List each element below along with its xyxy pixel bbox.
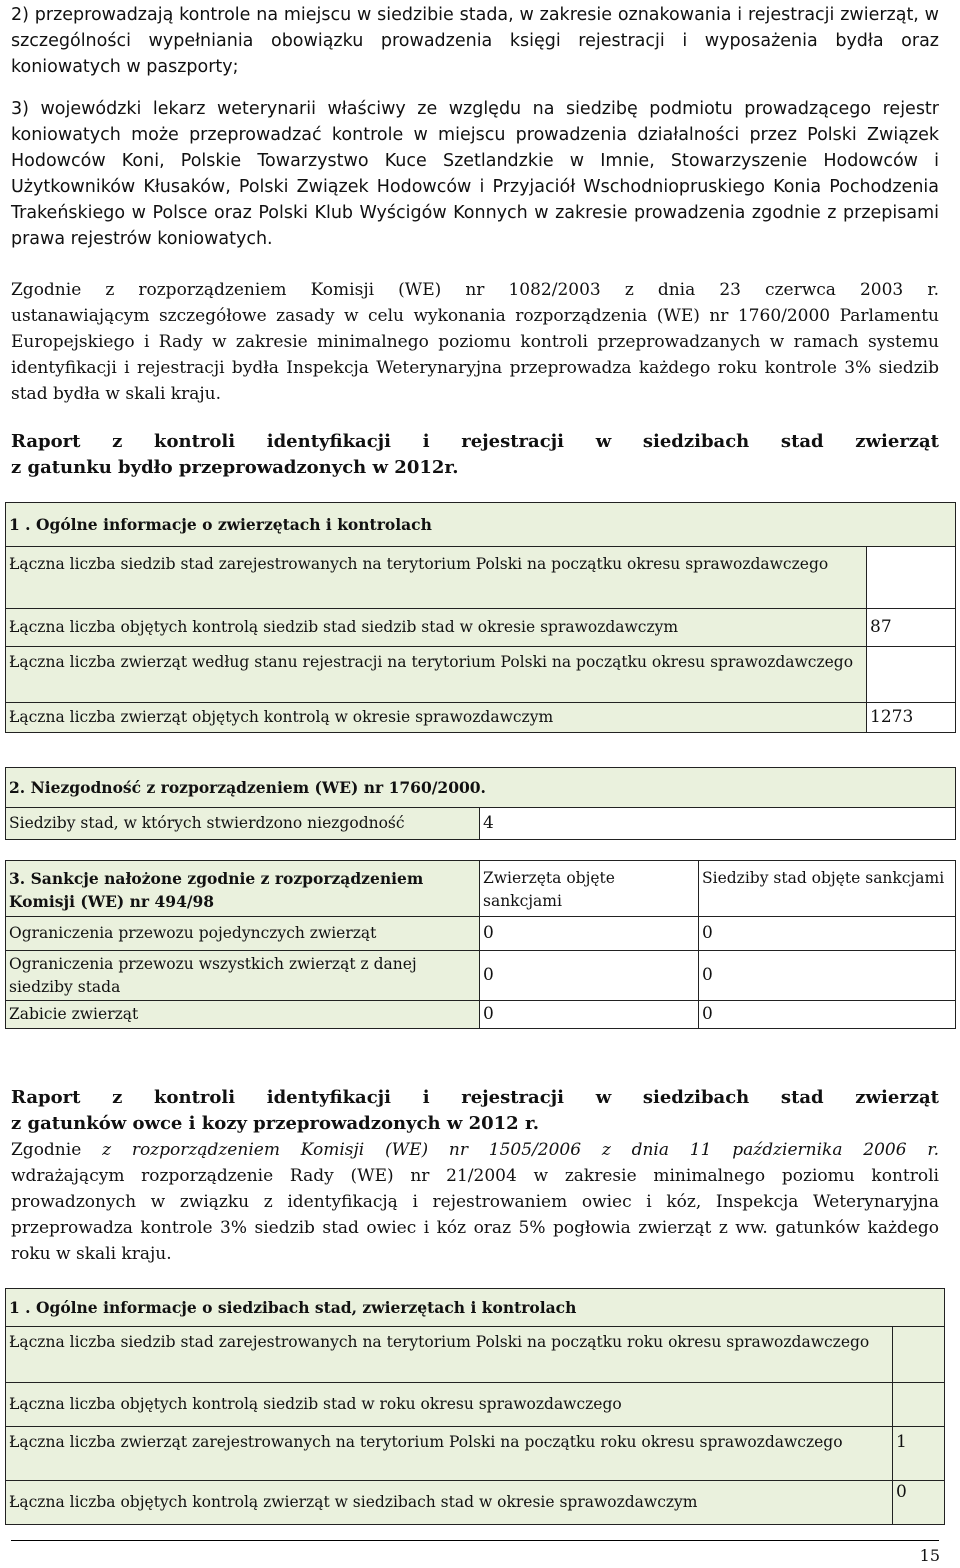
report-1-title-line-1: Raport z kontroli identyfikacji i rejestracji w siedzibach stad zwierząt — [11, 431, 939, 452]
regulation-1-line-1: Zgodnie z rozporządzeniem Komisji (WE) nr 1082/2003 z dnia 23 czerwca 2003 r. — [11, 280, 939, 300]
sanction-animals-value: 0 — [480, 1001, 699, 1029]
report-1-section-3-header: 3. Sankcje nałożone zgodnie z rozporządzeniem Komisji (WE) nr 494/98 — [6, 861, 480, 917]
report-1-section-1-header: 1 . Ogólne informacje o zwierzętach i kontrolach — [6, 503, 956, 547]
sanction-label: Ograniczenia przewozu wszystkich zwierząt z danej siedziby stada — [6, 951, 480, 1001]
sanction-animals-value: 0 — [480, 917, 699, 951]
table-row-label: Łączna liczba objętych kontrolą siedzib stad siedzib stad w okresie sprawozdawczym — [6, 609, 867, 647]
noncompliance-value: 4 — [480, 808, 956, 840]
sanction-animals-value: 0 — [480, 951, 699, 1001]
report-2-section-1-header: 1 . Ogólne informacje o siedzibach stad, zwierzętach i kontrolach — [6, 1289, 945, 1327]
table-row-value — [893, 1327, 945, 1383]
table-row-value: 0 — [893, 1481, 945, 1525]
report-2-title-line-2: z gatunków owce i kozy przeprowadzonych w 2012 r. — [11, 1113, 540, 1134]
intro-item-3: 3) wojewódzki lekarz weterynarii właściwy ze względu na siedzibę podmiotu prowadzącego rejestr koniowatych może przeprowadzać kontrole w miejscu prowadzenia działalności przez Polski Związek Hodowców Koni, Polskie Towarzystwo Kuce Szetlandzkie w Imnie, Stowarzyszenie Hodowców i Użytkowników Kłusaków, Polski Związek Hodowców i Przyjaciół Wschodniopruskiego Konia Pochodzenia Trakeńskiego w Polsce oraz Polski Klub Wyścigów Konnych w zakresie prowadzenia zgodnie z przepisami prawa rejestrów koniowatych. — [11, 99, 939, 249]
sanction-holdings-value: 0 — [699, 917, 956, 951]
regulation-2-citation: z rozporządzeniem Komisji (WE) nr 1505/2006 z dnia 11 października 2006 r. — [102, 1140, 939, 1160]
regulation-2-prefix: Zgodnie — [11, 1140, 103, 1160]
report-1-noncompliance-table — [5, 767, 956, 840]
report-1-title-line-2: z gatunku bydło przeprowadzonych w 2012r. — [11, 457, 459, 478]
table-row-value — [867, 547, 956, 609]
table-row-label: Łączna liczba zwierząt zarejestrowanych na terytorium Polski na początku roku okresu sprawozdawczego — [6, 1427, 893, 1481]
sanction-holdings-value: 0 — [699, 1001, 956, 1029]
table-row-label: Łączna liczba siedzib stad zarejestrowanych na terytorium Polski na początku roku okresu sprawozdawczego — [6, 1327, 893, 1383]
footer-divider — [11, 1540, 939, 1541]
table-row-label: Łączna liczba zwierząt objętych kontrolą w okresie sprawozdawczym — [6, 703, 867, 733]
regulation-2-line-1 — [11, 1137, 939, 1163]
table-row-label: Łączna liczba zwierząt według stanu rejestracji na terytorium Polski na początku okresu sprawozdawczego — [6, 647, 867, 703]
table-row-label: Łączna liczba siedzib stad zarejestrowanych na terytorium Polski na początku okresu sprawozdawczego — [6, 547, 867, 609]
regulation-1-body: ustanawiającym szczegółowe zasady w celu wykonania rozporządzenia (WE) nr 1760/2000 Parlamentu Europejskiego i Rady w zakresie minimalnego poziomu kontroli przeprowadzanych w ramach systemu identyfikacji i rejestracji bydła Inspekcja Weterynaryjna przeprowadza każdego roku kontrole 3% siedzib stad bydła w skali kraju. — [11, 306, 939, 404]
sanction-holdings-value: 0 — [699, 951, 956, 1001]
report-1-general-info-table — [5, 502, 956, 733]
table-row-value: 87 — [867, 609, 956, 647]
report-1-section-2-header: 2. Niezgodność z rozporządzeniem (WE) nr 1760/2000. — [6, 768, 956, 808]
report-2-title-line-1: Raport z kontroli identyfikacji i rejestracji w siedzibach stad zwierząt — [11, 1087, 939, 1108]
table-row-label: Łączna liczba objętych kontrolą zwierząt w siedzibach stad w okresie sprawozdawczym — [6, 1481, 893, 1525]
report-1-sanctions-table — [5, 860, 956, 1029]
intro-item-2: 2) przeprowadzają kontrole na miejscu w siedzibie stada, w zakresie oznakowania i rejestracji zwierząt, w szczególności wypełniania obowiązku prowadzenia księgi rejestracji i wyposażenia bydła oraz koniowatych w paszporty; — [11, 5, 939, 77]
table-row-value — [867, 647, 956, 703]
noncompliance-label: Siedziby stad, w których stwierdzono niezgodność — [6, 808, 480, 840]
regulation-2-body: wdrażającym rozporządzenie Rady (WE) nr 21/2004 w zakresie minimalnego poziomu kontroli prowadzonych w związku z identyfikacją i rejestrowaniem owiec i kóz, Inspekcja Weterynaryjna przeprowadza kontrole 3% siedzib stad owiec i kóz oraz 5% pogłowia zwierząt z ww. gatunków każdego roku w skali kraju. — [11, 1166, 939, 1264]
sanction-label: Zabicie zwierząt — [6, 1001, 480, 1029]
sanctions-holdings-header: Siedziby stad objęte sankcjami — [699, 861, 956, 917]
sanction-label: Ograniczenia przewozu pojedynczych zwierząt — [6, 917, 480, 951]
table-row-value — [893, 1383, 945, 1427]
report-2-general-info-table — [5, 1288, 945, 1525]
table-row-value: 1273 — [867, 703, 956, 733]
sanctions-animals-header: Zwierzęta objęte sankcjami — [480, 861, 699, 917]
table-row-label: Łączna liczba objętych kontrolą siedzib stad w roku okresu sprawozdawczego — [6, 1383, 893, 1427]
page-number: 15 — [919, 1546, 940, 1565]
table-row-value: 1 — [893, 1427, 945, 1481]
